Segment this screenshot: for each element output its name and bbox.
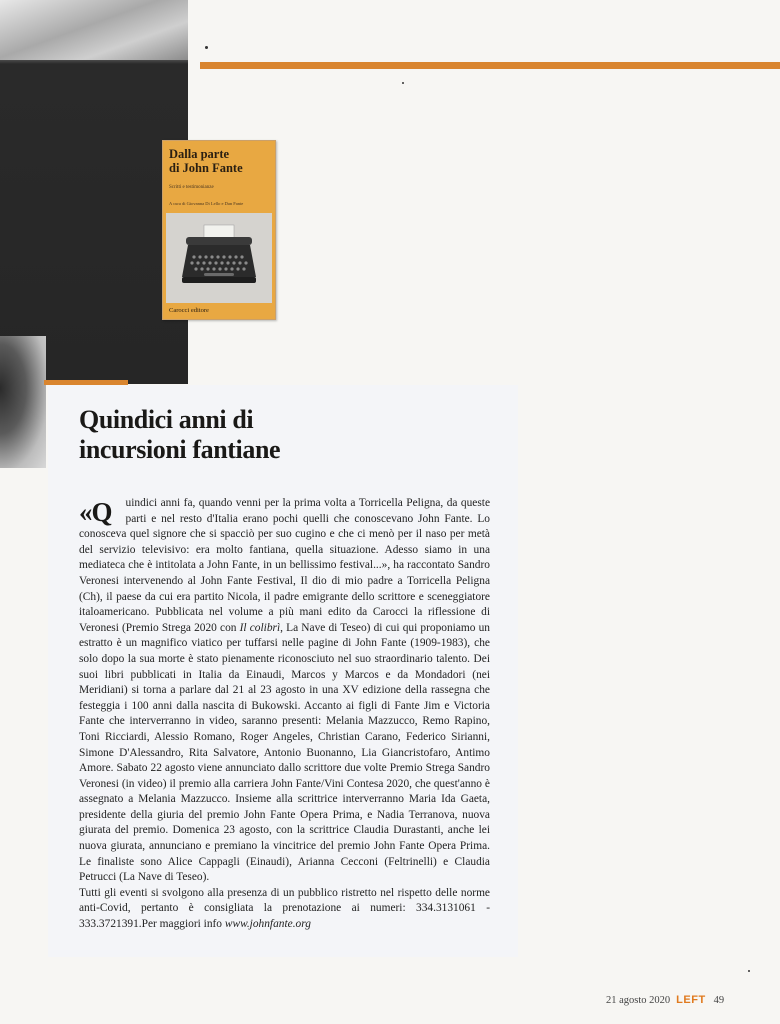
book-cover-photo — [166, 213, 272, 303]
typewriter-icon — [178, 223, 260, 293]
article-paragraph-2 — [79, 886, 490, 933]
speck — [402, 82, 404, 84]
headline-line1: Quindici anni di — [79, 405, 254, 434]
book-publisher: Carocci editore — [169, 307, 209, 314]
orange-rule-left — [44, 380, 128, 385]
headline-line2: incursioni fantiane — [79, 435, 281, 464]
paragraph1-continued: , La Nave di Teseo) di cui qui proponiamo un estratto è un magnifico viatico per tuffarsi nelle pagine di John Fante (1909-1983), che solo dopo la sua morte è stato pienamente riconosciuto nel suo straordinario talento. Dei suoi libri pubblicati in Italia da Einaudi, Marcos y Marcos e da Mondadori (nei Meridiani) si torna a parlare dal 21 al 23 agosto in una XV edizione della rassegna che festeggia i 100 anni dalla nascita di Bukowski. Accanto ai figli di Fante Jim e Victoria Fante che interverranno in video, saranno presenti: Melania Mazzucco, Remo Rapino, Toni Ricciardi, Alessio Romano, Roger Angeles, Christian Carano, Federico Sirianni, Simone D'Alessandro, Rita Salvatore, Antonio Buonanno, Lia Giancristofaro, Antimo Amore. Sabato 22 agosto viene annunciato dallo scrittore due volte Premio Strega Sandro Veronesi (in video) il premio alla carriera John Fante/Vini Contesa 2020, che quest'anno è assegnato a Melania Mazzucco. Insieme alla scrittrice interverranno Maria Ida Gaeta, presidente della giuria del premio John Fante Opera Prima, e Nadia Terranova, nuova giurata del premio. Domenica 23 agosto, con la scrittrice Claudia Durastanti, anche lei nuova giurata, annunciano e premiano la vincitrice del premio John Fante Opera Prima. Le finaliste sono Alice Cappagli (Einaudi), Arianna Cecconi (Feltrinelli) e Claudia Petrucci (La Nave di Teseo). — [79, 621, 490, 884]
website-link[interactable]: www.johnfante.org — [224, 918, 311, 931]
book-title-italic: Il colibrì — [239, 621, 281, 634]
speck — [205, 46, 208, 49]
book-title — [169, 147, 269, 175]
page-number: 49 — [713, 995, 725, 1006]
article-paragraph-1 — [79, 496, 490, 886]
issue-date: 21 agosto 2020 — [606, 995, 671, 1006]
article-body — [79, 496, 490, 933]
portrait-photo-edge — [0, 336, 46, 468]
book-subtitle: Scritti e testimonianze — [169, 185, 214, 190]
article-headline — [79, 405, 280, 465]
page-footer — [606, 994, 724, 1006]
photo-highlight — [0, 0, 188, 60]
paragraph2-text: Tutti gli eventi si svolgono alla presenza di un pubblico ristretto nel rispetto delle norme anti-Covid, pertanto è consigliata la prenotazione ai numeri: 334.3131061 - 333.3721391.Per maggiori info — [79, 886, 490, 931]
speck — [748, 970, 750, 972]
photo-strip — [0, 0, 188, 384]
book-editors: A cura di Giovanna Di Lello e Dan Fante — [169, 201, 244, 206]
orange-rule-top — [200, 62, 780, 69]
magazine-logo: LEFT — [676, 994, 706, 1006]
paragraph1-text: uindici anni fa, quando venni per la prima volta a Torricella Peligna, da queste parti e nel resto d'Italia erano pochi quelli che conoscevano John Fante. Lo conosceva quel signore che si spacciò per suo cugino e che ci menò per il naso per metà del servizio televisivo: era molto fantiana, quella situazione. Adesso siamo in una mediateca che è intitolata a John Fante, in un bellissimo festival...», ha raccontato Sandro Veronesi intervenendo al John Fante Festival, Il dio di mio padre a Torricella Peligna (Ch), il paese da cui era partito Nicola, il padre emigrante dello scrittore e sceneggiatore italoamericano. Pubblicata nel volume a più mani edito da Carocci la riflessione di Veronesi (Premio Strega 2020 con — [79, 497, 490, 634]
book-title-line1: Dalla parte — [169, 147, 230, 161]
book-cover — [162, 140, 276, 320]
dropcap: «Q — [79, 497, 112, 527]
book-title-line2: di John Fante — [169, 161, 243, 175]
